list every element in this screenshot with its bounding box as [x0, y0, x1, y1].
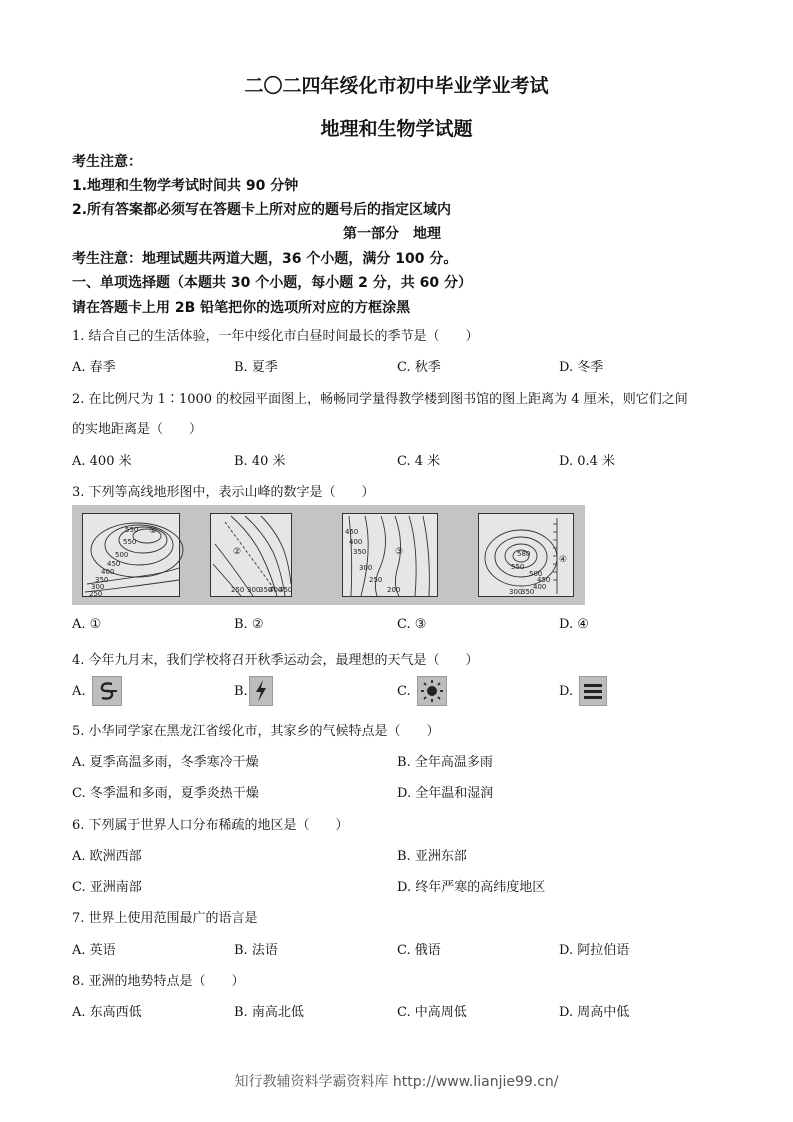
- q6-option-c[interactable]: C. 亚洲南部: [72, 880, 142, 895]
- q5-option-d[interactable]: D. 全年温和湿润: [397, 786, 494, 801]
- q4-option-c[interactable]: C.: [397, 684, 411, 699]
- section-heading: 一、单项选择题（本题共 30 个小题，每小题 2 分，共 60 分）: [72, 275, 472, 291]
- map3-label: 300: [359, 564, 373, 572]
- notes-line-2: 2.所有答案都必须写在答题卡上所对应的题号后的指定区域内: [72, 202, 452, 218]
- thunderstorm-icon: [249, 676, 273, 706]
- map2-marker: ②: [233, 547, 242, 557]
- map4-label: 450: [537, 576, 551, 584]
- q3-option-b[interactable]: B. ②: [234, 617, 264, 632]
- map1-label: 400: [101, 568, 115, 576]
- map1-marker: ①: [149, 526, 158, 536]
- map4-label: 400: [533, 583, 547, 591]
- question-1: 1. 结合自己的生活体验，一年中绥化市白昼时间最长的季节是（ ）: [72, 329, 479, 344]
- q2-option-c[interactable]: C. 4 米: [397, 454, 441, 469]
- q1-option-c[interactable]: C. 秋季: [397, 360, 441, 375]
- question-7: 7. 世界上使用范围最广的语言是: [72, 911, 258, 926]
- map1-label: 350: [95, 576, 109, 584]
- q6-option-d[interactable]: D. 终年严寒的高纬度地区: [397, 880, 546, 895]
- q1-option-b[interactable]: B. 夏季: [234, 360, 278, 375]
- question-4: 4. 今年九月末，我们学校将召开秋季运动会，最理想的天气是（ ）: [72, 653, 479, 668]
- q3-option-c[interactable]: C. ③: [397, 617, 427, 632]
- q6-option-b[interactable]: B. 亚洲东部: [397, 849, 467, 864]
- map3-label: 450: [345, 528, 359, 536]
- part-note: 考生注意：地理试题共两道大题，36 个小题，满分 100 分。: [72, 251, 458, 267]
- q1-option-a[interactable]: A. 春季: [72, 360, 116, 375]
- section-instruction: 请在答题卡上用 2B 铅笔把你的选项所对应的方框涂黑: [72, 300, 411, 316]
- map3-label: 250: [369, 576, 383, 584]
- q7-option-a[interactable]: A. 英语: [72, 943, 116, 958]
- map4-label: 500: [529, 570, 543, 578]
- q3-option-a[interactable]: A. ①: [72, 617, 102, 632]
- q8-option-c[interactable]: C. 中高周低: [397, 1005, 467, 1020]
- q4-option-d[interactable]: D.: [559, 684, 574, 699]
- footer-watermark: 知行教辅资料学霸资料库 http://www.lianjie99.cn/: [234, 1074, 559, 1090]
- map2-label: 300: [247, 586, 261, 594]
- q1-option-d[interactable]: D. 冬季: [559, 360, 604, 375]
- typhoon-icon: [92, 676, 122, 706]
- contour-map-4: [478, 513, 574, 597]
- map2-label: 450: [279, 586, 293, 594]
- q8-option-a[interactable]: A. 东高西低: [72, 1005, 142, 1020]
- q4-option-b[interactable]: B.: [234, 684, 248, 699]
- question-3: 3. 下列等高线地形图中，表示山峰的数字是（ ）: [72, 485, 375, 500]
- contour-map-2: [210, 513, 292, 597]
- map2-label: 350: [259, 586, 273, 594]
- map4-marker: ④: [559, 555, 568, 565]
- q7-option-c[interactable]: C. 俄语: [397, 943, 441, 958]
- fog-icon: [579, 676, 607, 706]
- map3-label: 400: [349, 538, 363, 546]
- map4-label: 580: [517, 550, 531, 558]
- part-title: 第一部分 地理: [343, 226, 441, 242]
- q3-option-d[interactable]: D. ④: [559, 617, 589, 632]
- contour-map-3: [342, 513, 438, 597]
- q7-option-d[interactable]: D. 阿拉伯语: [559, 943, 630, 958]
- contour-map-figure: [72, 505, 585, 605]
- exam-subtitle: 地理和生物学试题: [320, 118, 473, 140]
- q4-option-a[interactable]: A.: [72, 684, 86, 699]
- map2-label: 400: [269, 586, 283, 594]
- question-2: 2. 在比例尺为 1∶1000 的校园平面图上，畅畅同学量得教学楼到图书馆的图上距离为 4 厘米，则它们之间: [72, 392, 688, 407]
- map3-marker: ③: [395, 547, 404, 557]
- notes-line-1: 1.地理和生物学考试时间共 90 分钟: [72, 178, 299, 194]
- q8-option-d[interactable]: D. 周高中低: [559, 1005, 630, 1020]
- q2-option-d[interactable]: D. 0.4 米: [559, 454, 616, 469]
- map1-label: 550: [123, 538, 137, 546]
- q2-option-a[interactable]: A. 400 米: [72, 454, 132, 469]
- q5-option-b[interactable]: B. 全年高温多雨: [397, 755, 493, 770]
- map4-label: 350: [521, 588, 535, 596]
- map3-label: 350: [353, 548, 367, 556]
- q7-option-b[interactable]: B. 法语: [234, 943, 278, 958]
- question-5: 5. 小华同学家在黑龙江省绥化市，其家乡的气候特点是（ ）: [72, 724, 440, 739]
- map4-label: 300: [509, 588, 523, 596]
- map1-label: 300: [91, 583, 105, 591]
- q2-option-b[interactable]: B. 40 米: [234, 454, 286, 469]
- question-6: 6. 下列属于世界人口分布稀疏的地区是（ ）: [72, 818, 349, 833]
- map1-label: 500: [115, 551, 129, 559]
- map1-label: 450: [107, 560, 121, 568]
- map4-label: 550: [511, 563, 525, 571]
- q5-option-c[interactable]: C. 冬季温和多雨，夏季炎热干燥: [72, 786, 259, 801]
- map2-label: 250: [231, 586, 245, 594]
- sunny-icon: [417, 676, 447, 706]
- map1-label: 250: [89, 590, 103, 598]
- q6-option-a[interactable]: A. 欧洲西部: [72, 849, 142, 864]
- q5-option-a[interactable]: A. 夏季高温多雨，冬季寒冷干燥: [72, 755, 259, 770]
- q8-option-b[interactable]: B. 南高北低: [234, 1005, 304, 1020]
- question-2-cont: 的实地距离是（ ）: [72, 422, 203, 437]
- map3-label: 200: [387, 586, 401, 594]
- contour-map-1: [82, 513, 180, 597]
- map1-label: 550: [125, 526, 139, 534]
- notes-heading: 考生注意：: [72, 154, 142, 170]
- question-8: 8. 亚洲的地势特点是（ ）: [72, 974, 245, 989]
- exam-title: 二〇二四年绥化市初中毕业学业考试: [244, 75, 549, 97]
